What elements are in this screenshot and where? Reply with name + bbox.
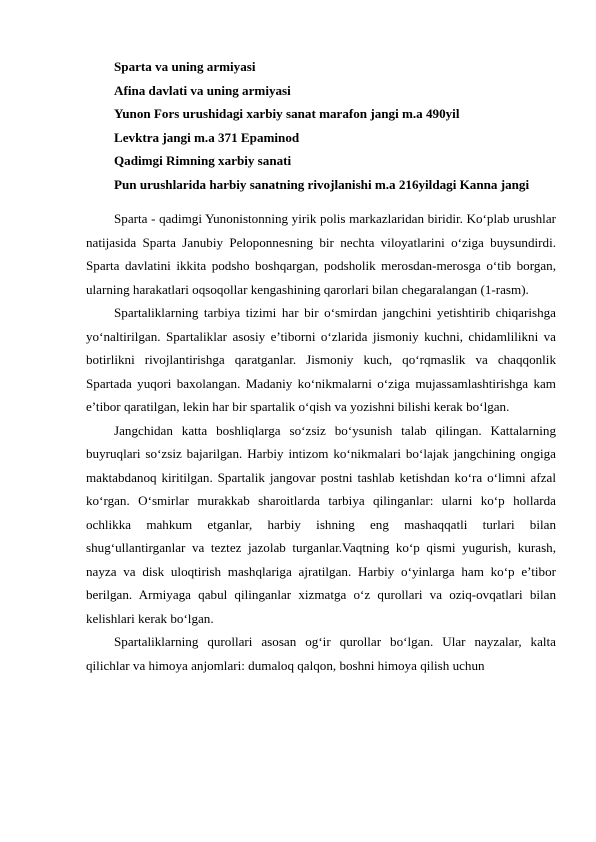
heading-athens-army: Afina davlati va uning armiyasi [114, 82, 291, 98]
section-gap [86, 196, 556, 207]
paragraph-sparta-intro: Sparta - qadimgi Yunonistonning yirik polis markazlaridan biridir. Ko‘plab urushlar natijasida Sparta Janubiy Peloponnesning bir nechta viloyatlarini o‘ziga buysundirdi. Sparta davlatini ikkita podsho boshqargan, podsholik merosdan-merosga o‘tib borgan, ularning harakatlari oqsoqollar kengashining qarorlari bilan chegaralangan (1-rasm). [86, 211, 556, 297]
paragraph-spartan-weapons: Spartaliklarning qurollari asosan og‘ir qurollar bo‘lgan. Ular nayzalar, kalta qilichlar va himoya anjomlari: dumaloq qalqon, boshni himoya qilish uchun [86, 634, 556, 673]
paragraph-spartan-discipline: Jangchidan katta boshliqlarga so‘zsiz bo‘ysunish talab qilingan. Kattalarning buyruqlari so‘zsiz bajarilgan. Harbiy intizom ko‘nikmalari bo‘lajak jangchining ongiga maktabdanoq kiritilgan. Spartalik jangovar postni tashlab ketishdan ko‘ra o‘limni afzal ko‘rgan. O‘smirlar murakkab sharoitlarda tarbiya qilinganlar: ularni ko‘p hollarda ochlikka mahkum etganlar, harbiy ishning eng mashaqqatli turlari bilan shug‘ullantirganlar va teztez jazolab turganlar.Vaqtning ko‘p qismi yugurish, kurash, nayza va disk uloqtirish mashqlariga ajratilgan. Harbiy o‘yinlarga ham ko‘p e’tibor berilgan. Armiyaga qabul qilinganlar xizmatga o‘z qurollari va oziq-ovqatlari bilan kelishlari kerak bo‘lgan. [86, 422, 556, 626]
heading-marathon-battle: Yunon Fors urushidagi xarbiy sanat marafon jangi m.a 490yil [114, 106, 460, 121]
heading-leuctra-battle: Levktra jangi m.a 371 Epaminod [114, 129, 300, 145]
paragraph-spartan-education: Spartaliklarning tarbiya tizimi har bir o‘smirdan jangchini yetishtirib chiqarishga yo‘naltirilgan. Spartaliklar asosiy e’tiborni o‘zlarida jismoniy kuchni, chidamlilikni va botirlikni rivojlantirishga qaratganlar. Jismoniy kuch, qo‘rqmaslik va chaqqonlik Spartada yuqori baxolangan. Madaniy ko‘nikmalarni o‘ziga mujassamlashtirishga kam e’tibor qaratilgan, lekin har bir spartalik o‘qish va yozishni bilishi kerak bo‘lgan. [86, 305, 556, 414]
heading-cannae-battle: Pun urushlarida harbiy sanatning rivojlanishi m.a 216yildagi Kanna jangi [114, 176, 530, 192]
document-page [86, 55, 556, 677]
heading-sparta-army: Sparta va uning armiyasi [114, 59, 256, 74]
heading-rome-military-art: Qadimgi Rimning xarbiy sanati [114, 153, 292, 168]
